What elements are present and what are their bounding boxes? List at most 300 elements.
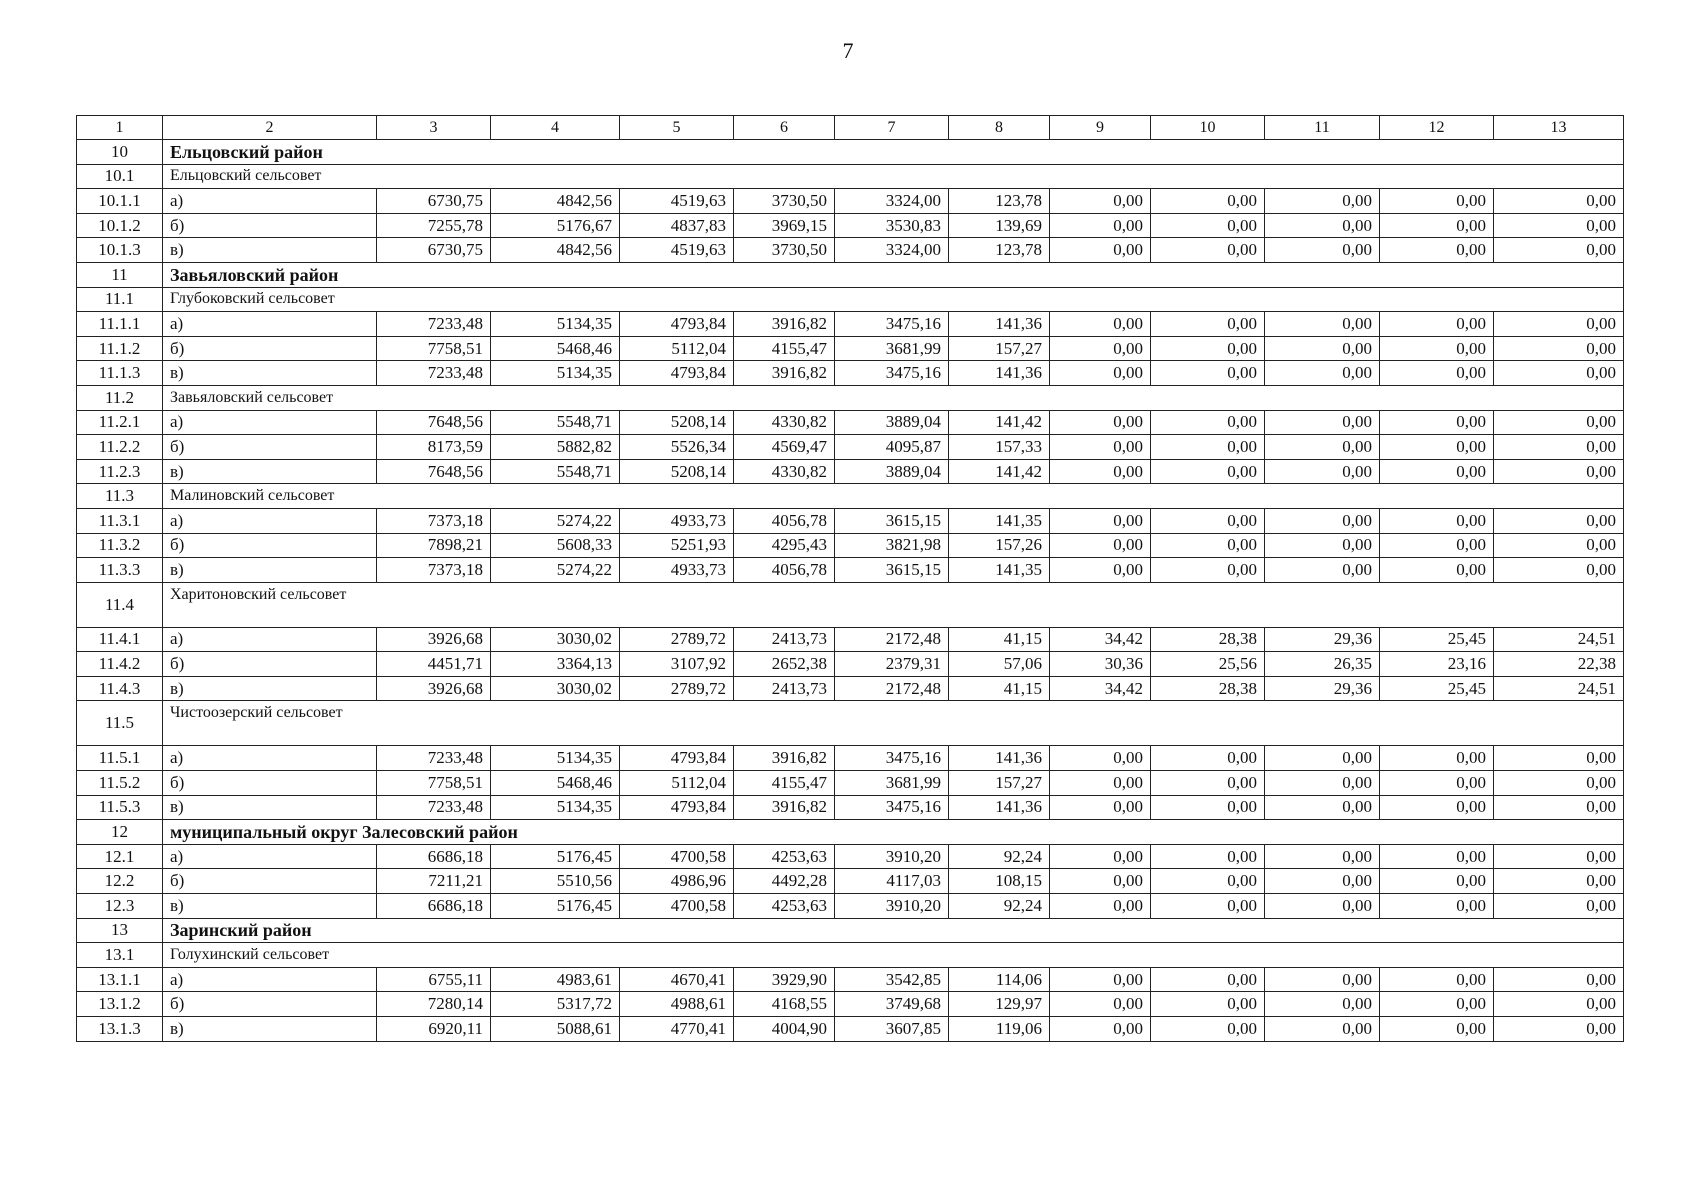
value-cell: 0,00 [1265, 771, 1380, 796]
value-cell: 4770,41 [620, 1017, 734, 1042]
row-code: 13 [77, 918, 163, 943]
value-cell: 57,06 [949, 652, 1050, 677]
value-cell: 4983,61 [491, 967, 620, 992]
value-cell: 0,00 [1494, 533, 1624, 558]
row-code: 12.2 [77, 869, 163, 894]
row-code: 11.1.1 [77, 312, 163, 337]
value-cell: 0,00 [1050, 533, 1151, 558]
value-cell: 25,45 [1380, 627, 1494, 652]
value-cell: 92,24 [949, 894, 1050, 919]
value-cell: 4519,63 [620, 238, 734, 263]
row-code: 11.5 [77, 701, 163, 746]
row-code: 13.1.3 [77, 1017, 163, 1042]
council-heading-row [77, 484, 1624, 509]
value-cell: 7211,21 [377, 869, 491, 894]
value-cell: 0,00 [1494, 213, 1624, 238]
value-cell: 3910,20 [835, 844, 949, 869]
value-cell: 4793,84 [620, 746, 734, 771]
council-heading-row [77, 701, 1624, 746]
value-cell: 5134,35 [491, 746, 620, 771]
value-cell: 3475,16 [835, 361, 949, 386]
value-cell: 0,00 [1151, 435, 1265, 460]
value-cell: 0,00 [1050, 312, 1151, 337]
value-cell: 4253,63 [734, 844, 835, 869]
row-variant-label: в) [163, 459, 377, 484]
value-cell: 141,42 [949, 410, 1050, 435]
value-cell: 4569,47 [734, 435, 835, 460]
value-cell: 0,00 [1151, 894, 1265, 919]
value-cell: 0,00 [1494, 869, 1624, 894]
value-cell: 4155,47 [734, 771, 835, 796]
value-cell: 34,42 [1050, 676, 1151, 701]
row-variant-label: б) [163, 869, 377, 894]
value-cell: 0,00 [1265, 361, 1380, 386]
table-row [77, 967, 1624, 992]
value-cell: 157,26 [949, 533, 1050, 558]
table-row [77, 894, 1624, 919]
value-cell: 0,00 [1494, 795, 1624, 820]
district-name: Заринский район [163, 918, 1624, 943]
row-code: 11.4.3 [77, 676, 163, 701]
row-variant-label: в) [163, 894, 377, 919]
row-variant-label: а) [163, 844, 377, 869]
value-cell: 0,00 [1265, 312, 1380, 337]
value-cell: 7648,56 [377, 410, 491, 435]
row-variant-label: а) [163, 508, 377, 533]
table-row [77, 844, 1624, 869]
value-cell: 3926,68 [377, 676, 491, 701]
table-row [77, 746, 1624, 771]
value-cell: 5134,35 [491, 361, 620, 386]
value-cell: 119,06 [949, 1017, 1050, 1042]
value-cell: 0,00 [1050, 992, 1151, 1017]
value-cell: 4933,73 [620, 508, 734, 533]
value-cell: 5208,14 [620, 410, 734, 435]
council-name: Ельцовский сельсовет [163, 164, 1624, 189]
value-cell: 4988,61 [620, 992, 734, 1017]
value-cell: 3607,85 [835, 1017, 949, 1042]
value-cell: 28,38 [1151, 676, 1265, 701]
value-cell: 34,42 [1050, 627, 1151, 652]
value-cell: 4933,73 [620, 558, 734, 583]
value-cell: 0,00 [1050, 459, 1151, 484]
value-cell: 5274,22 [491, 508, 620, 533]
value-cell: 5176,67 [491, 213, 620, 238]
row-code: 11.4.2 [77, 652, 163, 677]
row-variant-label: в) [163, 1017, 377, 1042]
column-number-cell: 6 [734, 116, 835, 140]
value-cell: 0,00 [1494, 992, 1624, 1017]
district-heading-row [77, 918, 1624, 943]
row-code: 11.5.3 [77, 795, 163, 820]
value-cell: 0,00 [1380, 771, 1494, 796]
value-cell: 28,38 [1151, 627, 1265, 652]
value-cell: 4004,90 [734, 1017, 835, 1042]
value-cell: 0,00 [1265, 992, 1380, 1017]
value-cell: 0,00 [1380, 508, 1494, 533]
value-cell: 5526,34 [620, 435, 734, 460]
value-cell: 0,00 [1380, 459, 1494, 484]
value-cell: 0,00 [1050, 508, 1151, 533]
row-code: 11.1.2 [77, 336, 163, 361]
value-cell: 3030,02 [491, 627, 620, 652]
table-row [77, 533, 1624, 558]
table-row [77, 508, 1624, 533]
value-cell: 3969,15 [734, 213, 835, 238]
value-cell: 141,35 [949, 558, 1050, 583]
value-cell: 123,78 [949, 238, 1050, 263]
value-cell: 22,38 [1494, 652, 1624, 677]
table-body [77, 116, 1624, 1042]
value-cell: 5882,82 [491, 435, 620, 460]
value-cell: 3916,82 [734, 746, 835, 771]
value-cell: 7233,48 [377, 746, 491, 771]
value-cell: 5468,46 [491, 336, 620, 361]
value-cell: 7758,51 [377, 336, 491, 361]
value-cell: 3821,98 [835, 533, 949, 558]
council-name: Чистоозерский сельсовет [163, 701, 1624, 746]
value-cell: 3681,99 [835, 336, 949, 361]
value-cell: 141,36 [949, 795, 1050, 820]
value-cell: 157,27 [949, 336, 1050, 361]
value-cell: 0,00 [1380, 869, 1494, 894]
value-cell: 29,36 [1265, 627, 1380, 652]
value-cell: 0,00 [1151, 312, 1265, 337]
value-cell: 4842,56 [491, 189, 620, 214]
table-row [77, 189, 1624, 214]
value-cell: 7233,48 [377, 312, 491, 337]
value-cell: 0,00 [1050, 771, 1151, 796]
value-cell: 0,00 [1050, 746, 1151, 771]
value-cell: 0,00 [1265, 894, 1380, 919]
value-cell: 0,00 [1151, 746, 1265, 771]
value-cell: 24,51 [1494, 627, 1624, 652]
value-cell: 0,00 [1380, 189, 1494, 214]
value-cell: 0,00 [1494, 844, 1624, 869]
value-cell: 6755,11 [377, 967, 491, 992]
value-cell: 2172,48 [835, 676, 949, 701]
value-cell: 3324,00 [835, 189, 949, 214]
council-heading-row [77, 943, 1624, 968]
table-row [77, 459, 1624, 484]
value-cell: 3926,68 [377, 627, 491, 652]
value-cell: 141,36 [949, 312, 1050, 337]
row-variant-label: в) [163, 558, 377, 583]
value-cell: 0,00 [1494, 967, 1624, 992]
row-code: 11.2.1 [77, 410, 163, 435]
table-row [77, 410, 1624, 435]
column-number-header-row [77, 116, 1624, 140]
value-cell: 0,00 [1494, 312, 1624, 337]
value-cell: 3916,82 [734, 795, 835, 820]
value-cell: 5208,14 [620, 459, 734, 484]
value-cell: 0,00 [1151, 844, 1265, 869]
column-number-cell: 1 [77, 116, 163, 140]
value-cell: 4295,43 [734, 533, 835, 558]
value-cell: 0,00 [1050, 795, 1151, 820]
value-cell: 0,00 [1050, 336, 1151, 361]
district-heading-row [77, 820, 1624, 845]
value-cell: 4700,58 [620, 844, 734, 869]
value-cell: 4986,96 [620, 869, 734, 894]
value-cell: 5274,22 [491, 558, 620, 583]
value-cell: 2172,48 [835, 627, 949, 652]
value-cell: 5317,72 [491, 992, 620, 1017]
value-cell: 0,00 [1494, 361, 1624, 386]
value-cell: 0,00 [1380, 410, 1494, 435]
value-cell: 4842,56 [491, 238, 620, 263]
value-cell: 0,00 [1265, 967, 1380, 992]
value-cell: 6920,11 [377, 1017, 491, 1042]
value-cell: 6730,75 [377, 189, 491, 214]
value-cell: 24,51 [1494, 676, 1624, 701]
value-cell: 7233,48 [377, 795, 491, 820]
value-cell: 3530,83 [835, 213, 949, 238]
value-cell: 0,00 [1380, 361, 1494, 386]
value-cell: 0,00 [1380, 213, 1494, 238]
value-cell: 0,00 [1380, 967, 1494, 992]
row-code: 11.3 [77, 484, 163, 509]
value-cell: 0,00 [1151, 558, 1265, 583]
value-cell: 157,27 [949, 771, 1050, 796]
row-code: 11.3.1 [77, 508, 163, 533]
value-cell: 8173,59 [377, 435, 491, 460]
table-row [77, 361, 1624, 386]
value-cell: 0,00 [1380, 1017, 1494, 1042]
row-variant-label: б) [163, 652, 377, 677]
value-cell: 3910,20 [835, 894, 949, 919]
value-cell: 0,00 [1380, 238, 1494, 263]
value-cell: 5176,45 [491, 894, 620, 919]
value-cell: 0,00 [1265, 844, 1380, 869]
column-number-cell: 10 [1151, 116, 1265, 140]
value-cell: 7233,48 [377, 361, 491, 386]
value-cell: 0,00 [1050, 869, 1151, 894]
value-cell: 0,00 [1494, 771, 1624, 796]
row-code: 13.1.2 [77, 992, 163, 1017]
value-cell: 0,00 [1265, 238, 1380, 263]
value-cell: 114,06 [949, 967, 1050, 992]
value-cell: 4056,78 [734, 558, 835, 583]
district-name: Завьяловский район [163, 262, 1624, 287]
value-cell: 0,00 [1265, 533, 1380, 558]
row-variant-label: б) [163, 435, 377, 460]
value-cell: 0,00 [1380, 844, 1494, 869]
value-cell: 0,00 [1380, 533, 1494, 558]
table-row [77, 238, 1624, 263]
council-heading-row [77, 164, 1624, 189]
table-row [77, 1017, 1624, 1042]
row-variant-label: в) [163, 238, 377, 263]
table-row [77, 676, 1624, 701]
value-cell: 0,00 [1494, 746, 1624, 771]
value-cell: 2413,73 [734, 627, 835, 652]
value-cell: 4793,84 [620, 312, 734, 337]
value-cell: 0,00 [1380, 795, 1494, 820]
value-cell: 5134,35 [491, 795, 620, 820]
value-cell: 0,00 [1050, 238, 1151, 263]
value-cell: 4056,78 [734, 508, 835, 533]
value-cell: 0,00 [1050, 189, 1151, 214]
value-cell: 3916,82 [734, 312, 835, 337]
value-cell: 3730,50 [734, 189, 835, 214]
value-cell: 5176,45 [491, 844, 620, 869]
value-cell: 3929,90 [734, 967, 835, 992]
value-cell: 0,00 [1380, 336, 1494, 361]
value-cell: 0,00 [1050, 967, 1151, 992]
table-row [77, 795, 1624, 820]
value-cell: 5468,46 [491, 771, 620, 796]
value-cell: 5088,61 [491, 1017, 620, 1042]
row-variant-label: а) [163, 967, 377, 992]
page-number: 7 [842, 38, 854, 63]
council-name: Малиновский сельсовет [163, 484, 1624, 509]
value-cell: 0,00 [1050, 213, 1151, 238]
column-number-cell: 2 [163, 116, 377, 140]
value-cell: 4155,47 [734, 336, 835, 361]
column-number-cell: 4 [491, 116, 620, 140]
value-cell: 5548,71 [491, 410, 620, 435]
value-cell: 4168,55 [734, 992, 835, 1017]
council-name: Завьяловский сельсовет [163, 385, 1624, 410]
value-cell: 3364,13 [491, 652, 620, 677]
value-cell: 0,00 [1494, 336, 1624, 361]
row-code: 10.1.2 [77, 213, 163, 238]
row-code: 10.1.1 [77, 189, 163, 214]
district-name: муниципальный округ Залесовский район [163, 820, 1624, 845]
value-cell: 0,00 [1494, 459, 1624, 484]
value-cell: 0,00 [1050, 1017, 1151, 1042]
value-cell: 4519,63 [620, 189, 734, 214]
value-cell: 0,00 [1380, 558, 1494, 583]
value-cell: 2413,73 [734, 676, 835, 701]
value-cell: 139,69 [949, 213, 1050, 238]
value-cell: 41,15 [949, 627, 1050, 652]
value-cell: 5608,33 [491, 533, 620, 558]
value-cell: 0,00 [1494, 894, 1624, 919]
district-heading-row [77, 140, 1624, 165]
column-number-cell: 11 [1265, 116, 1380, 140]
value-cell: 4670,41 [620, 967, 734, 992]
row-code: 12 [77, 820, 163, 845]
council-name: Голухинский сельсовет [163, 943, 1624, 968]
value-cell: 0,00 [1380, 894, 1494, 919]
value-cell: 141,36 [949, 361, 1050, 386]
row-code: 13.1 [77, 943, 163, 968]
row-code: 12.1 [77, 844, 163, 869]
council-heading-row [77, 385, 1624, 410]
value-cell: 3615,15 [835, 558, 949, 583]
value-cell: 0,00 [1494, 435, 1624, 460]
row-variant-label: в) [163, 361, 377, 386]
value-cell: 2379,31 [835, 652, 949, 677]
value-cell: 0,00 [1151, 967, 1265, 992]
row-code: 13.1.1 [77, 967, 163, 992]
row-code: 11.1 [77, 287, 163, 312]
value-cell: 7255,78 [377, 213, 491, 238]
row-code: 11.5.2 [77, 771, 163, 796]
value-cell: 3542,85 [835, 967, 949, 992]
value-cell: 129,97 [949, 992, 1050, 1017]
row-variant-label: б) [163, 213, 377, 238]
value-cell: 0,00 [1494, 189, 1624, 214]
value-cell: 3475,16 [835, 312, 949, 337]
value-cell: 0,00 [1265, 795, 1380, 820]
value-cell: 141,42 [949, 459, 1050, 484]
value-cell: 0,00 [1380, 746, 1494, 771]
value-cell: 25,56 [1151, 652, 1265, 677]
value-cell: 0,00 [1265, 558, 1380, 583]
column-number-cell: 5 [620, 116, 734, 140]
value-cell: 7373,18 [377, 508, 491, 533]
value-cell: 0,00 [1151, 459, 1265, 484]
value-cell: 0,00 [1151, 213, 1265, 238]
value-cell: 5510,56 [491, 869, 620, 894]
row-code: 10 [77, 140, 163, 165]
row-variant-label: а) [163, 410, 377, 435]
value-cell: 0,00 [1151, 1017, 1265, 1042]
value-cell: 0,00 [1151, 508, 1265, 533]
value-cell: 41,15 [949, 676, 1050, 701]
value-cell: 4330,82 [734, 410, 835, 435]
value-cell: 157,33 [949, 435, 1050, 460]
value-cell: 0,00 [1494, 1017, 1624, 1042]
row-code: 11.2.2 [77, 435, 163, 460]
value-cell: 0,00 [1265, 459, 1380, 484]
value-cell: 0,00 [1265, 213, 1380, 238]
value-cell: 141,35 [949, 508, 1050, 533]
value-cell: 0,00 [1380, 312, 1494, 337]
table-row [77, 213, 1624, 238]
value-cell: 6730,75 [377, 238, 491, 263]
value-cell: 23,16 [1380, 652, 1494, 677]
value-cell: 3030,02 [491, 676, 620, 701]
value-cell: 7648,56 [377, 459, 491, 484]
value-cell: 25,45 [1380, 676, 1494, 701]
council-heading-row [77, 582, 1624, 627]
value-cell: 3916,82 [734, 361, 835, 386]
row-variant-label: б) [163, 533, 377, 558]
value-cell: 6686,18 [377, 844, 491, 869]
value-cell: 7280,14 [377, 992, 491, 1017]
value-cell: 92,24 [949, 844, 1050, 869]
value-cell: 0,00 [1151, 336, 1265, 361]
value-cell: 0,00 [1494, 508, 1624, 533]
value-cell: 7898,21 [377, 533, 491, 558]
value-cell: 0,00 [1494, 410, 1624, 435]
value-cell: 0,00 [1265, 869, 1380, 894]
table-row [77, 558, 1624, 583]
value-cell: 0,00 [1050, 410, 1151, 435]
value-cell: 5548,71 [491, 459, 620, 484]
value-cell: 0,00 [1151, 238, 1265, 263]
value-cell: 4837,83 [620, 213, 734, 238]
value-cell: 0,00 [1380, 992, 1494, 1017]
row-variant-label: а) [163, 189, 377, 214]
value-cell: 3889,04 [835, 459, 949, 484]
value-cell: 0,00 [1265, 336, 1380, 361]
row-variant-label: б) [163, 336, 377, 361]
value-cell: 0,00 [1380, 435, 1494, 460]
value-cell: 0,00 [1265, 410, 1380, 435]
table-row [77, 771, 1624, 796]
table-row [77, 992, 1624, 1017]
value-cell: 3749,68 [835, 992, 949, 1017]
row-code: 11 [77, 262, 163, 287]
row-code: 11.1.3 [77, 361, 163, 386]
value-cell: 0,00 [1050, 894, 1151, 919]
value-cell: 3475,16 [835, 795, 949, 820]
